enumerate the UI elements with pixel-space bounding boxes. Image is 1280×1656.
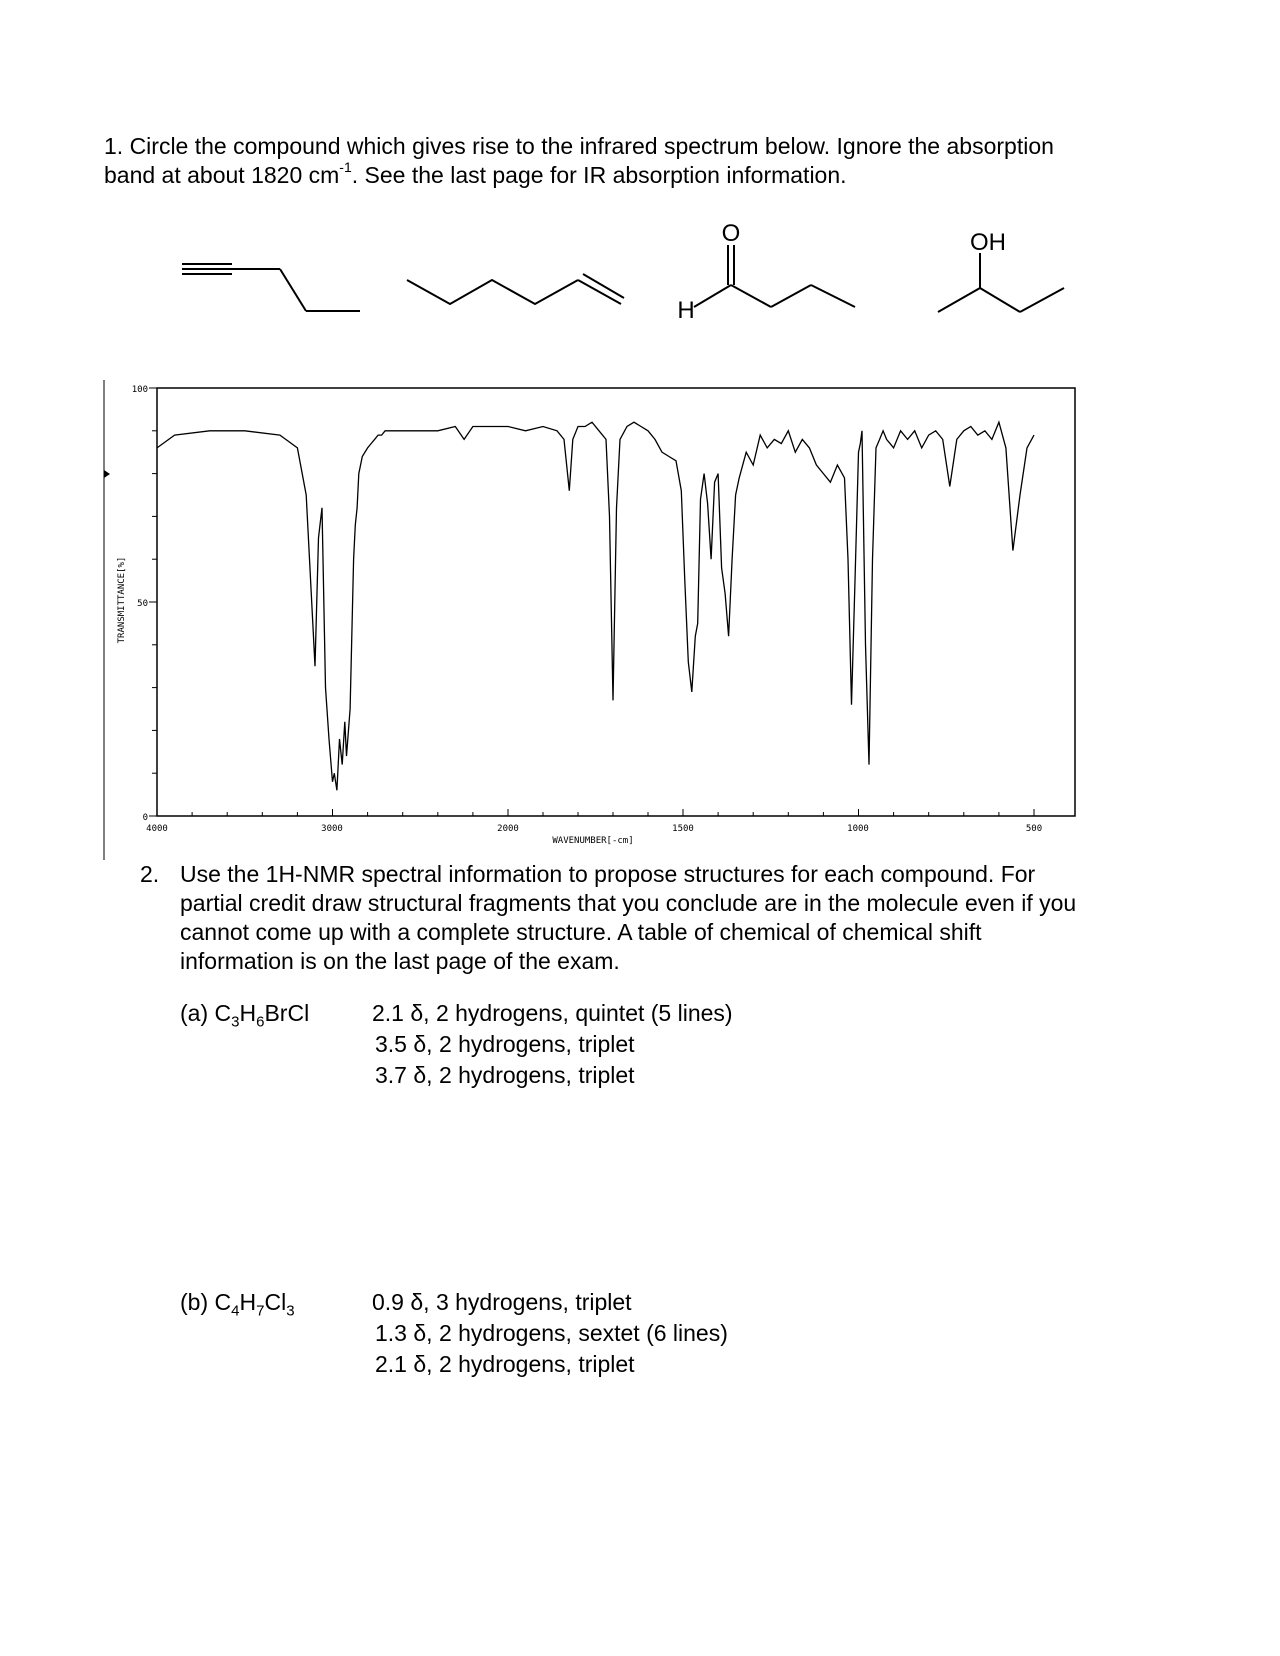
element-symbol: BrCl	[264, 1000, 310, 1026]
plot-frame	[157, 388, 1075, 816]
question-1-line-2-end: . See the last page for IR absorption information.	[351, 162, 847, 188]
question-2-line-4: information is on the last page of the exam.	[180, 948, 620, 974]
single-bond	[938, 288, 980, 312]
question-2-number: 2.	[140, 861, 160, 887]
arrow-marker-icon	[104, 470, 110, 478]
x-tick-label: 1000	[847, 824, 869, 834]
x-tick-label: 3000	[321, 824, 343, 834]
subscript: 3	[231, 1013, 240, 1031]
part-a-signals	[372, 998, 733, 1091]
question-1	[104, 132, 1204, 190]
single-bond	[731, 285, 771, 307]
x-axis-label: WAVENUMBER[-cm]	[552, 836, 634, 846]
subscript: 3	[286, 1302, 295, 1320]
oxygen-label: O	[721, 220, 741, 247]
element-symbol: C	[214, 1289, 232, 1315]
ir-spectrum-chart	[100, 372, 1080, 862]
question-1-line-2-text: band at about 1820 cm	[104, 162, 340, 188]
part-b-signals	[372, 1287, 728, 1380]
subscript: 4	[231, 1302, 240, 1320]
spectrum-trace	[157, 422, 1034, 790]
y-tick-label: 0	[142, 813, 148, 823]
question-1-line-2	[104, 161, 1204, 190]
element-symbol: H	[239, 1000, 257, 1026]
single-bond	[1020, 288, 1064, 312]
question-2-line-1: Use the 1H-NMR spectral information to propose structures for each compound. For	[180, 861, 1036, 887]
aldehyde-h-bond	[694, 285, 731, 307]
axis-ticks	[149, 388, 1034, 816]
part-a-label: (a)	[180, 1000, 209, 1026]
butyne-structure[interactable]	[182, 264, 360, 311]
x-tick-label: 1500	[672, 824, 694, 834]
y-axis-label: TRANSMITTANCE[%]	[117, 556, 127, 644]
carbon-chain	[407, 280, 578, 304]
superscript-minus-one: -1	[339, 159, 352, 176]
hexene-structure[interactable]	[407, 274, 624, 304]
single-bond	[811, 285, 855, 307]
nmr-signal: 2.1 δ, 2 hydrogens, quintet (5 lines)	[372, 1000, 733, 1026]
hydrogen-label: H	[677, 297, 695, 324]
element-symbol: Cl	[264, 1289, 287, 1315]
subscript: 6	[256, 1013, 265, 1031]
y-tick-label: 50	[137, 599, 148, 609]
question-1-line-1: 1. Circle the compound which gives rise to the infrared spectrum below. Ignore the absorption	[104, 133, 1054, 159]
x-tick-label: 500	[1025, 824, 1043, 834]
single-bond	[280, 269, 306, 311]
nmr-signal: 1.3 δ, 2 hydrogens, sextet (6 lines)	[375, 1320, 728, 1346]
nmr-signal: 2.1 δ, 2 hydrogens, triplet	[375, 1351, 635, 1377]
butanal-structure[interactable]	[677, 220, 855, 324]
x-tick-label: 4000	[146, 824, 168, 834]
part-b-label: (b)	[180, 1289, 209, 1315]
nmr-signal: 3.7 δ, 2 hydrogens, triplet	[375, 1062, 635, 1088]
part-a-formula	[180, 1000, 309, 1031]
x-tick-label: 2000	[497, 824, 519, 834]
question-2	[140, 860, 1180, 976]
nmr-signal: 3.5 δ, 2 hydrogens, triplet	[375, 1031, 635, 1057]
nmr-signal: 0.9 δ, 3 hydrogens, triplet	[372, 1289, 632, 1315]
hydroxyl-label: OH	[970, 229, 1006, 256]
question-2-line-2: partial credit draw structural fragments that you conclude are in the molecule even if you	[180, 890, 1077, 916]
y-tick-label: 100	[131, 385, 148, 395]
molecule-choices	[0, 200, 1280, 330]
subscript: 7	[256, 1302, 265, 1320]
butanol-structure[interactable]	[938, 229, 1064, 312]
single-bond	[980, 288, 1020, 312]
single-bond	[771, 285, 811, 307]
question-2-line-3: cannot come up with a complete structure. A table of chemical of chemical shift	[180, 919, 982, 945]
element-symbol: C	[214, 1000, 232, 1026]
element-symbol: H	[239, 1289, 257, 1315]
part-b-formula	[180, 1289, 295, 1320]
